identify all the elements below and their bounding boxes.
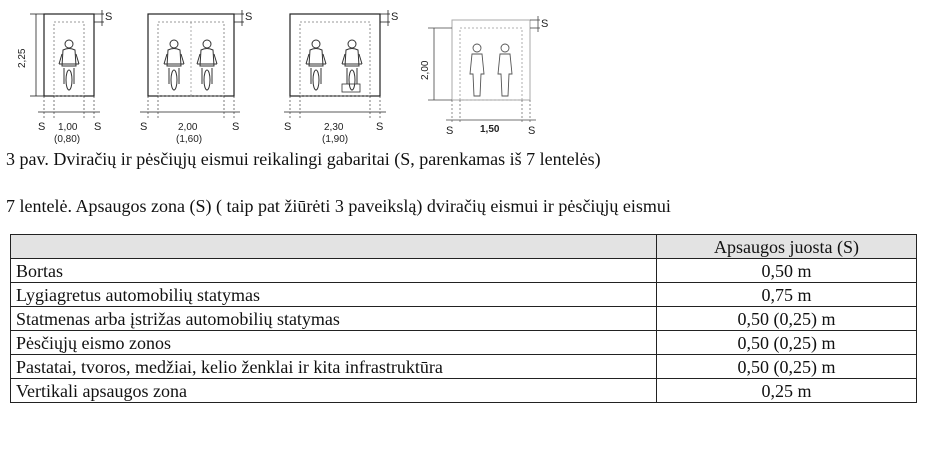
s-label-p1-left: S	[38, 121, 46, 133]
clearance-diagram	[0, 0, 560, 150]
clearance-figure	[0, 0, 560, 150]
s-label-p3-left: S	[284, 121, 292, 133]
panel-1	[30, 10, 104, 118]
panel-4	[428, 16, 540, 124]
table-title: 7 lentelė. Apsaugos zona (S) ( taip pat žiūrėti 3 paveikslą) dviračių eismui ir pėsčiųjų eismui	[6, 196, 671, 216]
s-label-p2-top: S	[245, 11, 253, 23]
table-row	[11, 379, 917, 403]
row-value: 0,50 (0,25) m	[657, 355, 917, 379]
width-sub-p1: (0,80)	[54, 134, 81, 145]
s-label-p1-right: S	[94, 121, 102, 133]
row-value: 0,50 m	[657, 259, 917, 283]
table-row	[11, 307, 917, 331]
table-header-row	[11, 235, 917, 259]
row-value: 0,75 m	[657, 283, 917, 307]
s-label-p2-left: S	[140, 121, 148, 133]
row-name: Statmenas arba įstrižas automobilių statymas	[11, 307, 657, 331]
table-row	[11, 259, 917, 283]
header-value-cell: Apsaugos juosta (S)	[657, 235, 917, 259]
width-sub-p3: (1,90)	[322, 134, 349, 145]
s-label-p4-top: S	[541, 18, 549, 30]
row-value: 0,50 (0,25) m	[657, 331, 917, 355]
s-label-p2-right: S	[232, 121, 240, 133]
s-label-p3-top: S	[391, 11, 399, 23]
width-sub-p2: (1,60)	[176, 134, 203, 145]
height-label-p1: 2,25	[17, 48, 28, 68]
row-name: Bortas	[11, 259, 657, 283]
s-label-p3-right: S	[376, 121, 384, 133]
s-label-p4-right: S	[528, 125, 536, 137]
row-value: 0,25 m	[657, 379, 917, 403]
row-name: Pėsčiųjų eismo zonos	[11, 331, 657, 355]
width-label-p4: 1,50	[480, 124, 500, 135]
width-label-p1: 1,00	[58, 122, 78, 133]
clearance-table	[10, 234, 917, 403]
row-name: Lygiagretus automobilių statymas	[11, 283, 657, 307]
width-label-p3: 2,30	[324, 122, 344, 133]
table-row	[11, 355, 917, 379]
row-name: Vertikali apsaugos zona	[11, 379, 657, 403]
table-row	[11, 331, 917, 355]
row-value: 0,50 (0,25) m	[657, 307, 917, 331]
height-label-p4: 2,00	[420, 60, 431, 80]
panel-2	[140, 10, 244, 118]
s-label-p4-left: S	[446, 125, 454, 137]
row-name: Pastatai, tvoros, medžiai, kelio ženklai ir kita infrastruktūra	[11, 355, 657, 379]
width-label-p2: 2,00	[178, 122, 198, 133]
panel-3	[284, 10, 390, 118]
figure-caption: 3 pav. Dviračių ir pėsčiųjų eismui reikalingi gabaritai (S, parenkamas iš 7 lentelės)	[6, 149, 601, 169]
header-name-cell	[11, 235, 657, 259]
s-label-p1-top: S	[105, 11, 113, 23]
table-row	[11, 283, 917, 307]
